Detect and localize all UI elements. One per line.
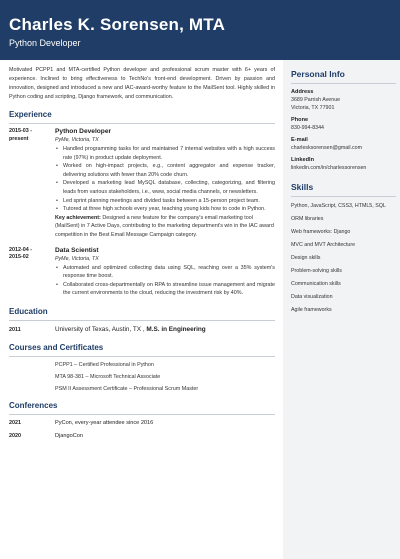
summary-paragraph: Motivated PCPP1 and MTA-certified Python developer and professional scrum master with 6+ years of experience. Inclined to bring effectiveness to TechNo's front-end development. Driven by passion and innovation, designed and introduced a new and IAC-award-worthy feature to the MailSent tool. Highly skilled in Python coding and scripting, Django framework, and communication. [9,67,275,100]
job-end-date: present [9,135,29,142]
address-line: Victoria, TX 77901 [291,105,335,111]
conference-year: 2020 [9,432,21,439]
conferences-heading: Conferences [9,401,275,415]
job-bullets [55,145,275,214]
skill-item: MVC and MVT Architecture [291,242,356,248]
skill-item: Communication skills [291,281,341,287]
email-label: E-mail [291,137,308,143]
job-end-date: 2015-02 [9,254,29,261]
education-entry [9,325,275,335]
candidate-name: Charles K. Sorensen, MTA [9,15,226,34]
job-title: Data Scientist [55,246,99,254]
skill-item: Web frameworks: Django [291,229,351,235]
job-bullet: • Developed a marketing lead MySQL database, collecting, categorizing, and filtering leads from various stakeholders, i.e., www, social media channels, or newsletters. [55,179,275,196]
resume-header [0,0,400,60]
conference-year: 2021 [9,419,21,426]
job-bullet: • Automated and optimized collecting data using SQL, reaching over a 35% system's response time boost. [55,264,275,281]
certificate-item: PCPP1 – Certified Professional in Python [55,361,154,368]
address-label: Address [291,89,314,95]
key-achievement-text: Designed a new feature for the company's email marketing tool (MailSent) in 7 Active Days, contributing to the marketing department's win in the IAC award competition in the Best Email Message Campaign category. [55,214,274,238]
skills-heading: Skills [291,182,396,197]
job-bullet: • Tutored at three high schools every year, teaching young kids how to code in Python. [55,205,275,214]
key-achievement [55,214,275,240]
key-achievement-label: Key achievement: [55,214,101,221]
phone-label: Phone [291,117,309,123]
job-start-date: 2012-04 - [9,246,33,253]
job-dates [9,247,55,298]
job-bullet: • Collaborated cross-departmentally on RPA to streamline issue management and migrate the current environments to the cloud, reducing the investment risk by 40%. [55,281,275,298]
job-bullets [55,264,275,298]
conference-entry [9,432,275,441]
certificate-item: PSM II Assessment Certificate – Professional Scrum Master [55,385,199,392]
skill-item: Python, JavaScript, CSS3, HTML5, SQL [291,203,386,209]
courses-heading: Courses and Certificates [9,343,275,357]
skill-item: Agile frameworks [291,307,332,313]
skill-item: Problem-solving skills [291,268,342,274]
personal-info-heading: Personal Info [291,69,396,84]
conference-entry [9,419,275,428]
linkedin-value: linkedin.com/in/charlessorensen [291,165,367,171]
email-value: charlesksorensen@gmail.com [291,145,363,151]
job-company: PyMe, Victoria, TX [55,255,99,262]
certificate-item: MTA 98-381 – Microsoft Technical Associate [55,373,161,380]
education-heading: Education [9,307,275,321]
job-bullet: • Led sprint planning meetings and divided tasks between a 15-person project team. [55,197,275,206]
education-school: University of Texas, Austin, TX , [55,325,145,333]
job-dates [9,128,55,240]
skill-item: ORM libraries [291,216,324,222]
conference-name: PyCon, every-year attendee since 2016 [55,419,154,426]
main-column [9,66,275,441]
job-bullet: • Handled programming tasks for and maintained 7 internal websites with a high success rate (97%) in product update deployment. [55,145,275,162]
job-entry [9,247,275,298]
skill-item: Data visualization [291,294,333,300]
job-title: Python Developer [55,128,112,135]
sidebar [283,60,400,559]
linkedin-label: LinkedIn [291,157,314,163]
education-degree: M.S. in Engineering [146,325,206,333]
education-year: 2011 [9,326,21,333]
job-start-date: 2015-03 - [9,128,33,134]
job-bullet: • Worked on high-impact projects, e.g., content aggregator and expense tracker, delivering solutions with fewer than 20% code churn. [55,162,275,179]
job-company: PyMe, Victoria, TX [55,137,99,143]
conference-name: DjangoCon [55,432,83,439]
skill-item: Design skills [291,255,321,261]
candidate-role: Python Developer [9,38,81,48]
job-entry [9,128,275,240]
phone-value: 830-994-8344 [291,125,324,131]
experience-heading: Experience [9,110,275,124]
address-line: 3689 Parrish Avenue [291,97,341,103]
